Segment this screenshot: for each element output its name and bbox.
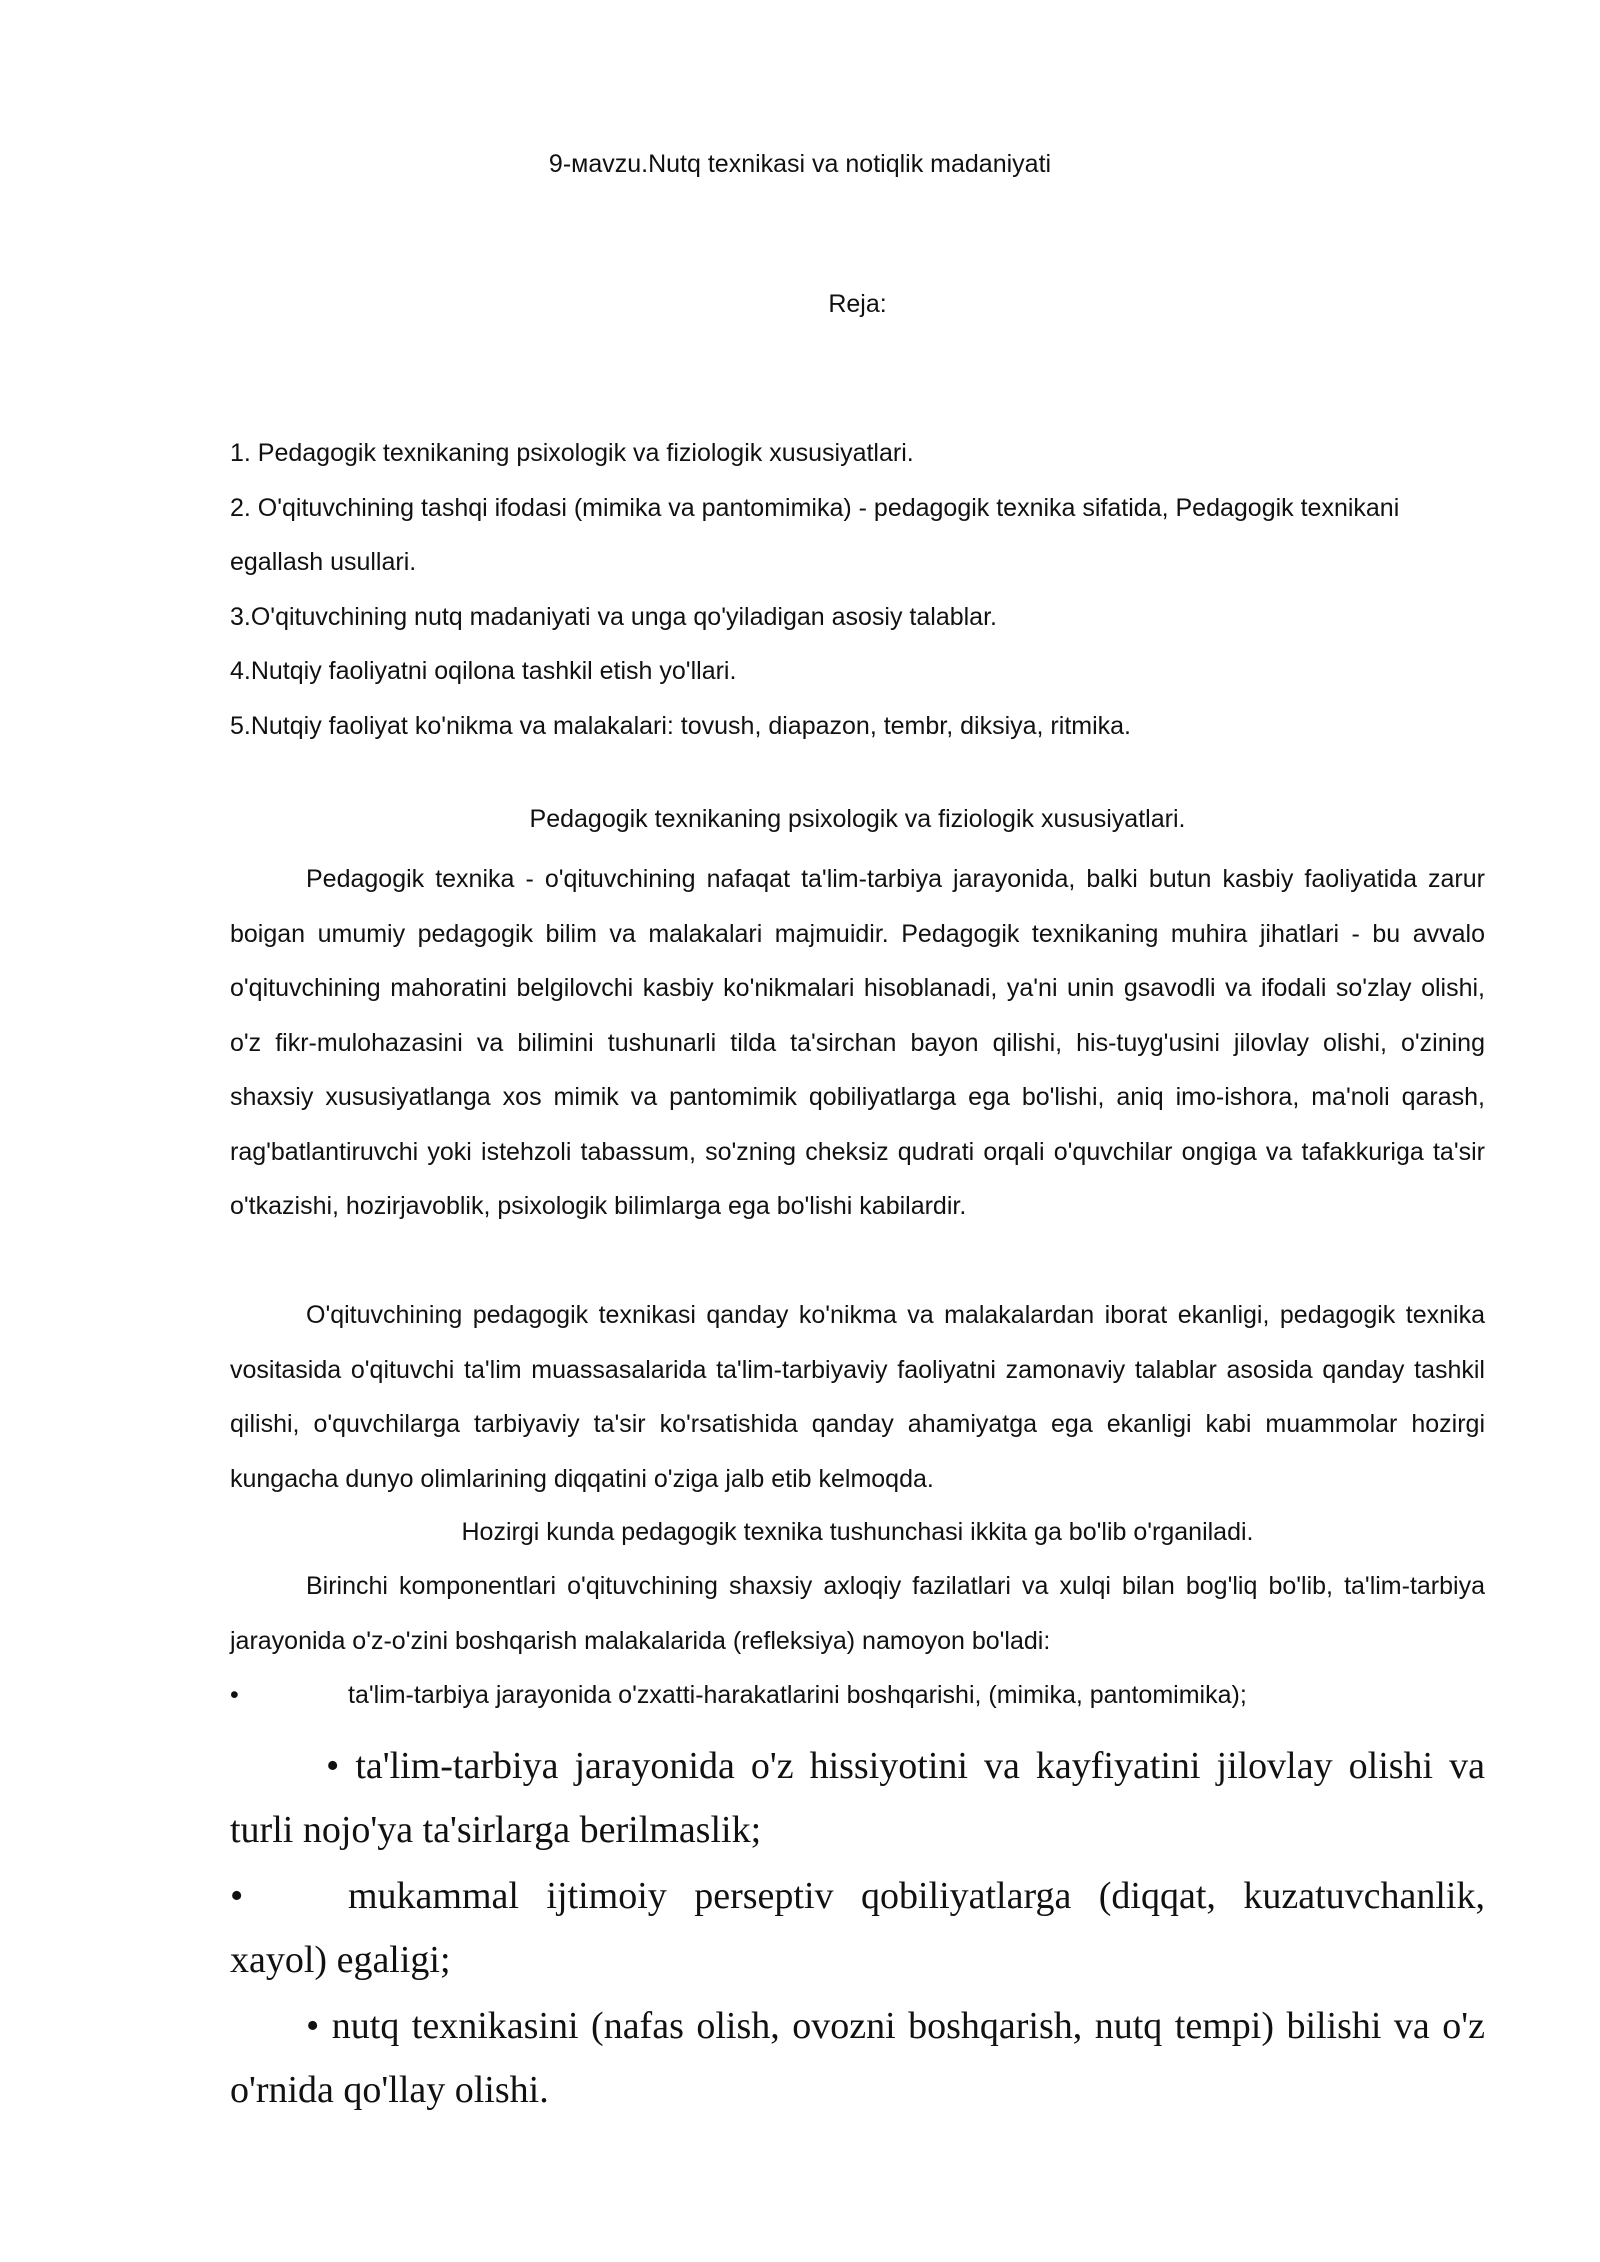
bullet-item-3 [230,1864,1485,1992]
section-heading: Pedagogik texnikaning psixologik va fiziologik xususiyatlari. [529,805,1186,833]
paragraph-2: O'qituvchining pedagogik texnikasi qanday ko'nikma va malakalardan iborat ekanligi, pedagogik texnika vositasida o'qituvchi ta'lim muassasalarida ta'lim-tarbiyaviy faoliyatni zamonaviy talablar asosida qanday tashkil qilishi, o'quvchilarga tarbiyaviy ta'sir ko'rsatishida qanday ahamiyatga ega ekanligi kabi muammolar hozirgi kungacha dunyo olimlarining diqqatini o'ziga jalb etib kelmoqda. [230,1301,1485,1493]
bullet-text: mukammal ijtimoiy perseptiv qobiliyatlarga (diqqat, kuzatuvchanlik, xayol) egaligi; [230,1875,1485,1981]
bullet-icon: • [230,1681,239,1709]
plan-item: 1. Pedagogik texnikaning psixologik va fiziologik xususiyatlari. [230,439,914,467]
plan-item: 3.O'qituvchining nutq madaniyati va unga qo'yiladigan asosiy talablar. [230,602,997,631]
plan-list [230,426,1485,753]
plan-item: 4.Nutqiy faoliyatni oqilona tashkil etish yo'llari. [230,657,737,685]
bullet-item-2: • ta'lim-tarbiya jarayonida o'z hissiyotini va kayfiyatini jilovlay olishi va turli nojo'ya ta'sirlarga berilmaslik; [230,1745,1485,1851]
centered-line: Hozirgi kunda pedagogik texnika tushunchasi ikkita ga bo'lib o'rganiladi. [461,1518,1254,1546]
bullet-item-4: • nutq texnikasini (nafas olish, ovozni boshqarish, nutq tempi) bilishi va o'z o'rnida qo'llay olishi. [230,2005,1485,2111]
bullet-text: ta'lim-tarbiya jarayonida o'zxatti-harakatlarini boshqarishi, (mimika, pantomimika); [348,1681,1247,1709]
plan-item: 5.Nutqiy faoliyat ko'nikma va malakalari: tovush, diapazon, tembr, diksiya, ritmika. [230,711,1131,740]
plan-item: 2. O'qituvchining tashqi ifodasi (mimika va pantomimika) - pedagogik texnika sifatida, Pedagogik texnikani egallash usullari. [230,493,1400,576]
document-title: 9-мavzu.Nutq texnikasi va notiqlik madaniyati [548,150,1052,178]
plan-heading: Reja: [828,290,887,318]
paragraph-1: Pedagogik texnika - o'qituvchining nafaqat ta'lim-tarbiya jarayonida, balki butun kasbiy faoliyatida zarur boigan umumiy pedagogik bilim va malakalari majmuidir. Pedagogik texnikaning muhira jihatlari - bu avvalo o'qituvchining mahoratini belgilovchi kasbiy ko'nikmalari hisoblanadi, ya'ni unin gsavodli va ifodali so'zlay olishi, o'z fikr-mulohazasini va bilimini tushunarli tilda ta'sirchan bayon qilishi, his-tuyg'usini jilovlay olishi, o'zining shaxsiy xususiyatlanga xos mimik va pantomimik qobiliyatlarga ega bo'lishi, aniq imo-ishora, ma'noli qarash, rag'batlantiruvchi yoki istehzoli tabassum, so'zning cheksiz qudrati orqali o'quvchilar ongiga va tafakkuriga ta'sir o'tkazishi, hozirjavoblik, psixologik bilimlarga ega bo'lishi kabilardir. [230,865,1485,1220]
paragraph-3: Birinchi komponentlari o'qituvchining shaxsiy axloqiy fazilatlari va xulqi bilan bog'liq bo'lib, ta'lim-tarbiya jarayonida o'z-o'zini boshqarish malakalarida (refleksiya) namoyon bo'ladi: [230,1572,1485,1655]
bullet-icon: • [230,1875,244,1917]
